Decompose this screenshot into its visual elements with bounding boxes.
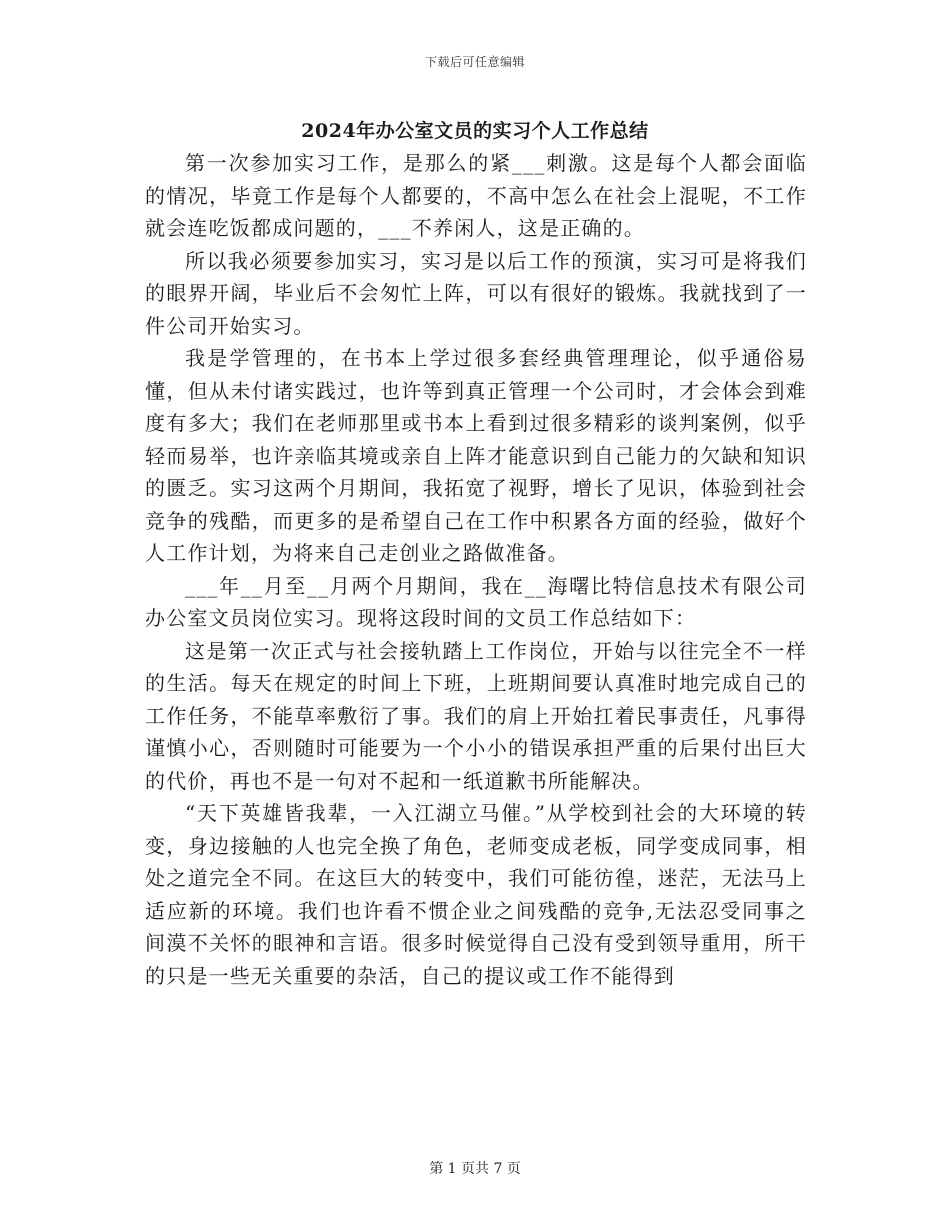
paragraph-2: 所以我必须要参加实习，实习是以后工作的预演，实习可是将我们的眼界开阔，毕业后不会匆忙上阵，可以有很好的锻炼。我就找到了一件公司开始实习。 [145, 248, 807, 338]
document-title: 2024年办公室文员的实习个人工作总结 [301, 120, 649, 142]
page-number-footer: 第 1 页共 7 页 [429, 1161, 521, 1177]
paragraph-4: ___年__月至__月两个月期间，我在__海曙比特信息技术有限公司办公室文员岗位实习。现将这段时间的文员工作总结如下： [145, 573, 807, 630]
paragraph-1: 第一次参加实习工作，是那么的紧___刺激。这是每个人都会面临的情况，毕竟工作是每个人都要的，不高中怎么在社会上混呢，不工作就会连吃饭都成问题的，___不养闲人，这是正确的。 [145, 151, 807, 240]
paragraph-3: 我是学管理的，在书本上学过很多套经典管理理论，似乎通俗易懂，但从未付诸实践过，也许等到真正管理一个公司时，才会体会到难度有多大；我们在老师那里或书本上看到过很多精彩的谈判案例，似乎轻而易举，也许亲临其境或亲自上阵才能意识到自己能力的欠缺和知识的匮乏。实习这两个月期间，我拓宽了视野，增长了见识，体验到社会竞争的残酷，而更多的是希望自己在工作中积累各方面的经验，做好个人工作计划，为将来自己走创业之路做准备。 [145, 346, 807, 565]
paragraph-5: 这是第一次正式与社会接轨踏上工作岗位，开始与以往完全不一样的生活。每天在规定的时间上下班，上班期间要认真准时地完成自己的工作任务，不能草率敷衍了事。我们的肩上开始扛着民事责任，凡事得谨慎小心，否则随时可能要为一个小小的错误承担严重的后果付出巨大的代价，再也不是一句对不起和一纸道歉书所能解决。 [145, 638, 807, 793]
paragraph-6: “天下英雄皆我辈，一入江湖立马催。”从学校到社会的大环境的转变，身边接触的人也完全换了角色，老师变成老板，同学变成同事，相处之道完全不同。在这巨大的转变中，我们可能彷徨，迷茫，无法马上适应新的环境。我们也许看不惯企业之间残酷的竞争,无法忍受同事之间漠不关怀的眼神和言语。很多时候觉得自己没有受到领导重用，所干的只是一些无关重要的杂活，自己的提议或工作不能得到 [145, 801, 807, 988]
header-note: 下载后可任意编辑 [424, 55, 525, 69]
document-body [145, 147, 807, 992]
